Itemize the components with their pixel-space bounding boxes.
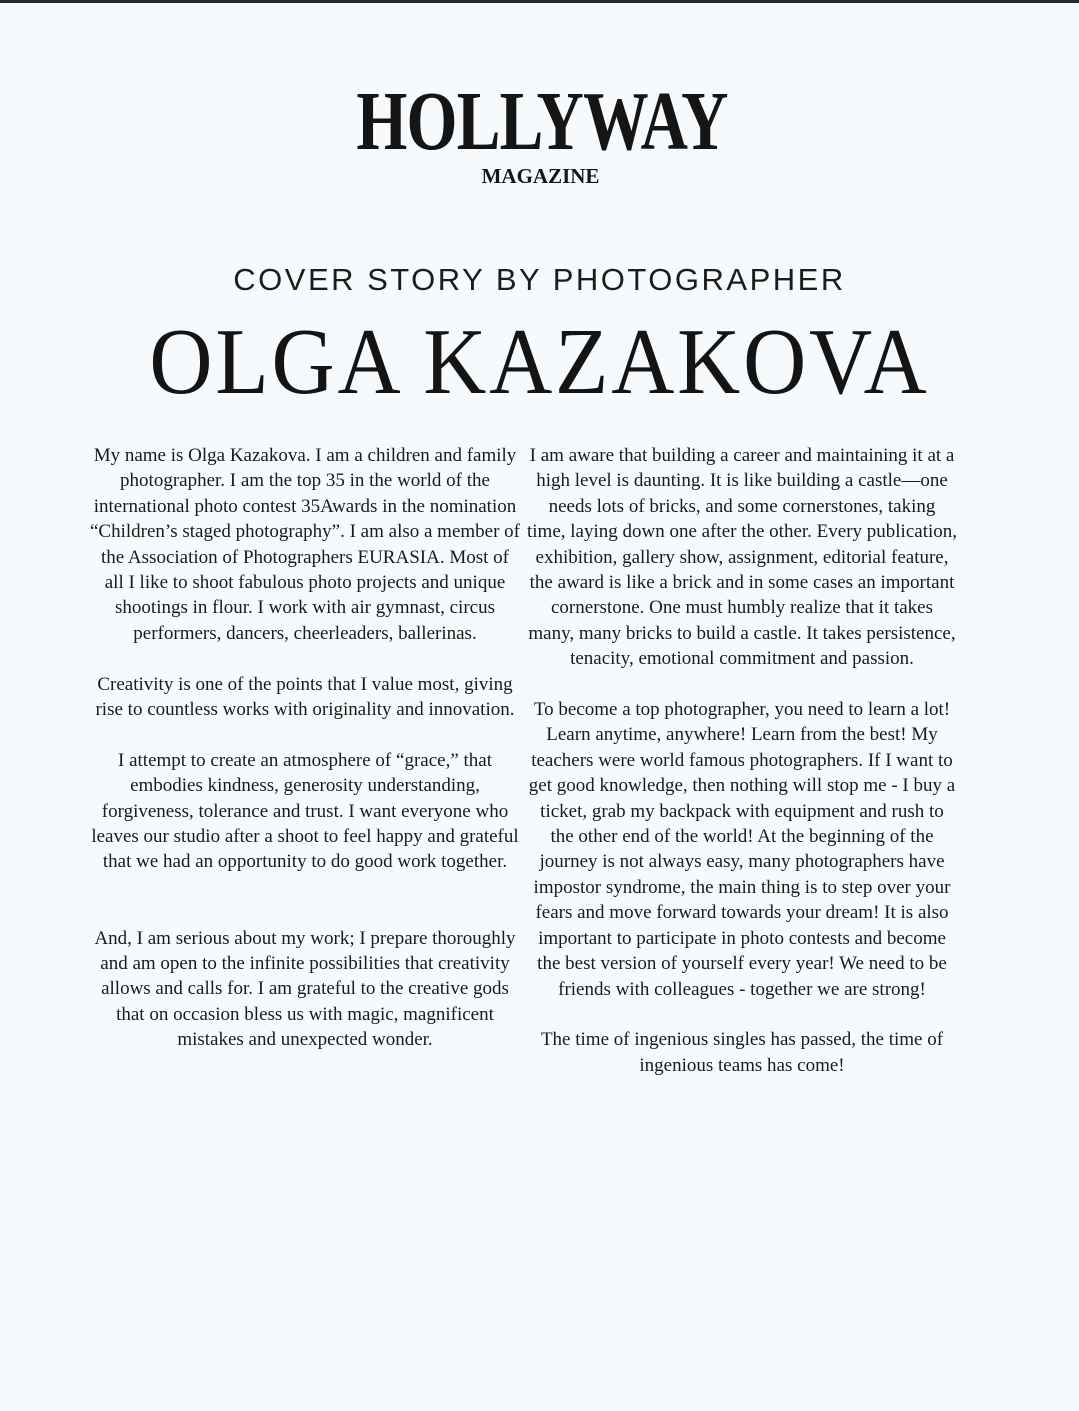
paragraph-learning: To become a top photographer, you need to learn a lot! Learn anytime, anywhere! Learn from the best! My teachers were world famous photographers. If I want to get good knowledge, then nothing will stop me - I buy a ticket, grab my backpack with equipment and rush to the other end of the world! At the beginning of the journey is not always easy, many photographers have impostor syndrome, the main thing is to step over your fears and move forward towards your dream! It is also important to participate in photo contests and become the best version of yourself every year! We need to be friends with colleagues - together we are strong!: [528, 699, 956, 1000]
paragraph-grace: I attempt to create an atmosphere of “grace,” that embodies kindness, generosity understanding, forgiveness, tolerance and trust. I want everyone who leaves our studio after a shoot to feel happy and grateful that we had an opportunity to do good work together.: [91, 749, 519, 873]
photographer-name-headline: OLGA KAZAKOVA: [149, 310, 930, 414]
paragraph-career: I am aware that building a career and maintaining it at a high level is daunting. It is like building a castle—one needs lots of bricks, and some cornerstones, taking time, laying down one after the other. Every publication, exhibition, gallery show, assignment, editorial feature, the award is like a brick and in some cases an important cornerstone. One must humbly realize that it takes many, many bricks to build a castle. It takes persistence, tenacity, emotional commitment and passion.: [527, 445, 958, 670]
paragraph-serious: And, I am serious about my work; I prepare thoroughly and am open to the infinite possibilities that creativity allows and calls for. I am grateful to the creative gods that on occasion bless us with magic, magnificent mistakes and unexpected wonder.: [94, 927, 516, 1051]
top-border: [0, 0, 1079, 3]
masthead: [0, 75, 1079, 188]
magazine-subtitle: MAGAZINE: [481, 164, 600, 188]
paragraph-teams: The time of ingenious singles has passed, the time of ingenious teams has come!: [540, 1029, 944, 1076]
article-left-column: [90, 443, 520, 1078]
paragraph-intro: My name is Olga Kazakova. I am a children and family photographer. I am the top 35 in the world of the international photo contest 35Awards in the nomination “Children’s staged photography”. I am also a member of the Association of Photographers EURASIA. Most of all I like to shoot fabulous photo projects and unique shootings in flour. I work with air gymnast, circus performers, dancers, cheerleaders, ballerinas.: [90, 445, 521, 644]
article-right-column: [527, 443, 957, 1104]
cover-story-kicker: COVER STORY BY PHOTOGRAPHER: [233, 262, 846, 297]
paragraph-creativity: Creativity is one of the points that I value most, giving rise to countless works with originality and innovation.: [95, 673, 515, 721]
magazine-logo: HOLLYWAY: [355, 75, 728, 168]
